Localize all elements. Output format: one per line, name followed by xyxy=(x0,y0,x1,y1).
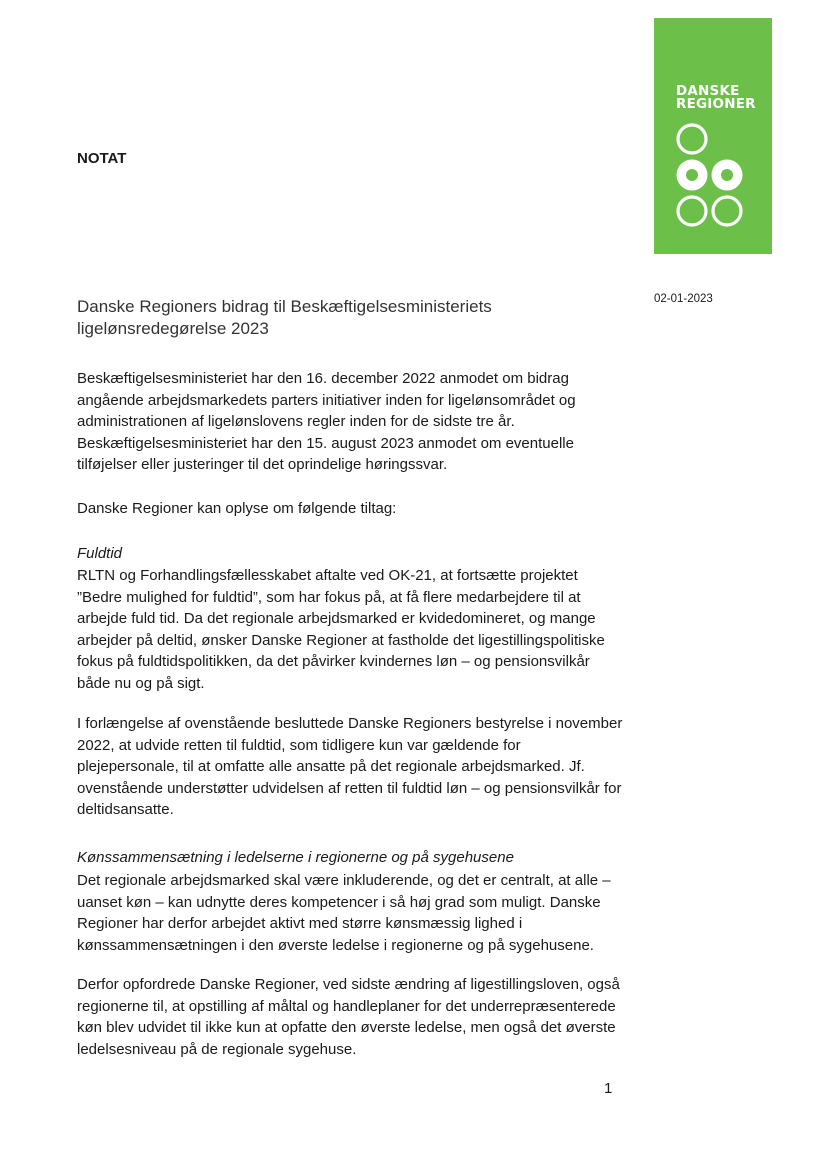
document-type-label: NOTAT xyxy=(77,150,127,167)
section-paragraph: I forlængelse af ovenstående besluttede Danske Regioners bestyrelse i november 2022, at udvide retten til fuldtid, som tidligere kun var gældende for plejepersonale, til at omfatte alle ansatte på det regionale arbejdsmarked. Jf. ovenstående understøtter udvidelsen af retten til fuldtid løn – og pensionsvilkår for deltidsansatte. xyxy=(77,715,623,819)
section-paragraph: Derfor opfordrede Danske Regioner, ved sidste ændring af ligestillingsloven, også regionerne til, at opstilling af måltal og handleplaner for det underrepræsenterede køn blev udvidet til ikke kun at opfatte den øverste ledelse, men også det øverste ledelsesniveau på de regionale sygehuse. xyxy=(77,976,620,1058)
section-paragraph: Det regionale arbejdsmarked skal være inkluderende, og det er centralt, at alle – uanset køn – kan udnytte deres kompetencer i så høj grad som muligt. Danske Regioner har derfor arbejdet aktivt med større kønsmæssig lighed i kønssammensætningen i den øverste ledelse i regionerne og på sygehusene. xyxy=(77,872,611,954)
logo-line-2: REGIONER xyxy=(676,96,756,112)
section-heading-koenssammensaetning: Kønssammensætning i ledelserne i regionerne og på sygehusene xyxy=(77,849,514,866)
danske-regioner-logo xyxy=(654,18,772,254)
logo-line-1: DANSKE xyxy=(676,83,740,99)
logo-circles-icon xyxy=(654,18,772,254)
section-heading-fuldtid: Fuldtid xyxy=(77,545,123,562)
intro-paragraph: Beskæftigelsesministeriet har den 16. december 2022 anmodet om bidrag angående arbejdsmarkedets parters initiativer inden for ligelønsområdet og administrationen af ligelønslovens regler inden for de sidste tre år. Beskæftigelsesministeriet har den 15. august 2023 anmodet om eventuelle tilføjelser eller justeringer til det oprindelige høringssvar. xyxy=(77,370,576,474)
lead-paragraph: Danske Regioner kan oplyse om følgende tiltag: xyxy=(77,500,397,517)
document-date: 02-01-2023 xyxy=(654,293,713,305)
document-title: Danske Regioners bidrag til Beskæftigelsesministeriets ligelønsredegørelse 2023 xyxy=(77,297,492,338)
page-number: 1 xyxy=(604,1080,613,1097)
section-paragraph: RLTN og Forhandlingsfællesskabet aftalte ved OK-21, at fortsætte projektet ”Bedre mulighed for fuldtid”, som har fokus på, at få flere medarbejdere til at arbejde fuld tid. Da det regionale arbejdsmarked er kvidedomineret, og mange arbejder på deltid, ønsker Danske Regioner at fastholde det ligestillingspolitiske fokus på fuldtidspolitikken, da det påvirker kvindernes løn – og pensionsvilkår både nu og på sigt. xyxy=(77,567,605,692)
